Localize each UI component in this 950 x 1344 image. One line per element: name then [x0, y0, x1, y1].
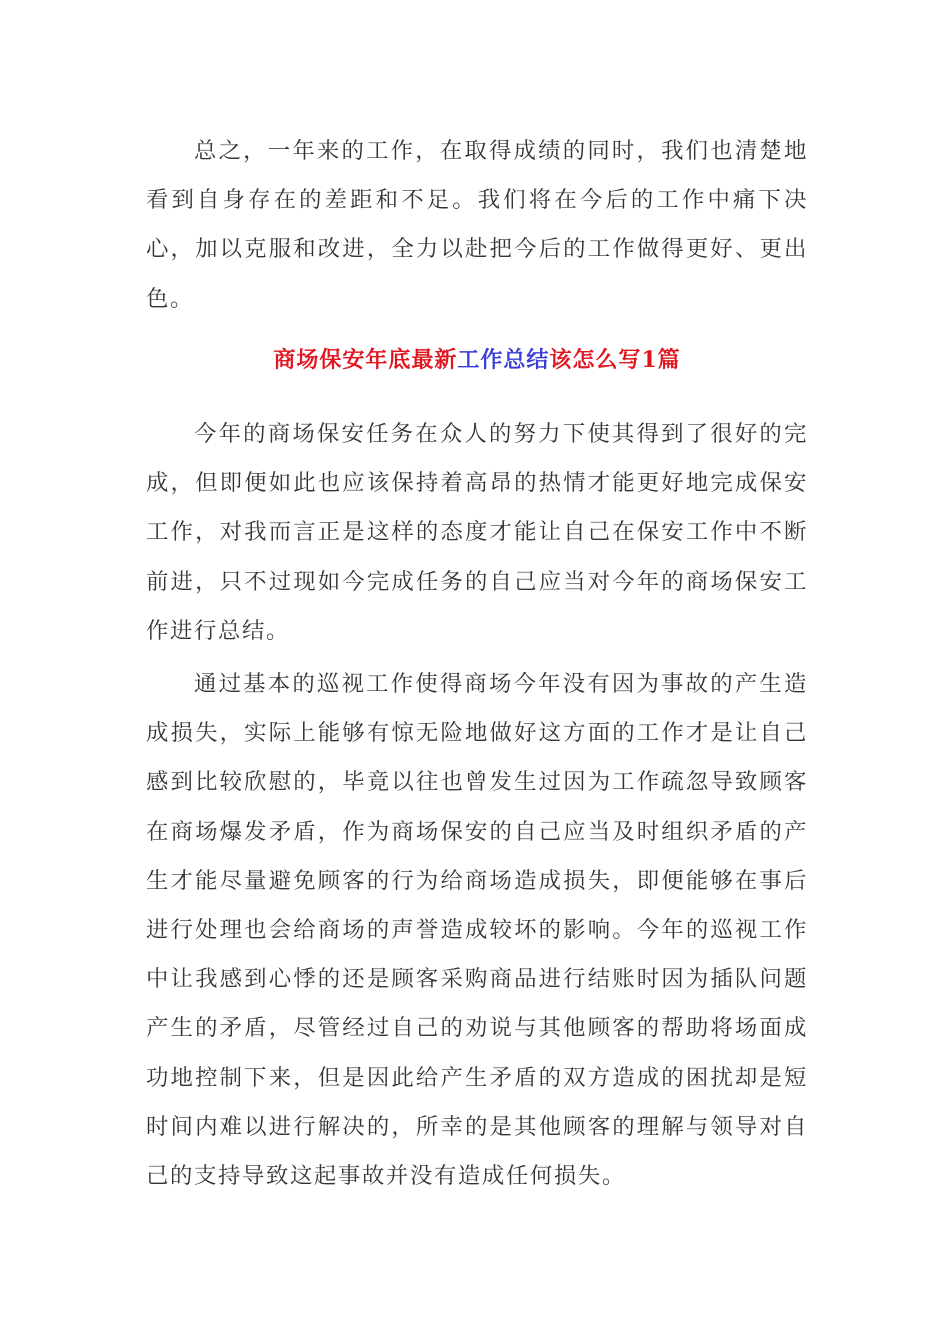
patrol-paragraph: 通过基本的巡视工作使得商场今年没有因为事故的产生造成损失，实际上能够有惊无险地做好这方面的工作才是让自己感到比较欣慰的，毕竟以往也曾发生过因为工作疏忽导致顾客在商场爆发矛盾，作为商场保安的自己应当及时组织矛盾的产生才能尽量避免顾客的行为给商场造成损失，即便能够在事后进行处理也会给商场的声誉造成较坏的影响。今年的巡视工作中让我感到心悸的还是顾客采购商品进行结账时因为插队问题产生的矛盾，尽管经过自己的劝说与其他顾客的帮助将场面成功地控制下来，但是因此给产生矛盾的双方造成的困扰却是短时间内难以进行解决的，所幸的是其他顾客的理解与领导对自己的支持导致这起事故并没有造成任何损失。	[146, 671, 808, 1190]
intro-paragraph: 今年的商场保安任务在众人的努力下使其得到了很好的完成，但即便如此也应该保持着高昂的热情才能更好地完成保安工作，对我而言正是这样的态度才能让自己在保安工作中不断前进，只不过现如今完成任务的自己应当对今年的商场保安工作进行总结。	[146, 421, 808, 644]
section-title-part-4: 1篇	[641, 347, 681, 373]
section-title-part-2: 工作总结	[457, 347, 550, 373]
section-title-part-1: 商场保安年底最新	[273, 347, 458, 373]
section-title	[146, 335, 808, 385]
closing-paragraph: 总之，一年来的工作，在取得成绩的同时，我们也清楚地看到自身存在的差距和不足。我们将在今后的工作中痛下决心，加以克服和改进，全力以赴把今后的工作做得更好、更出色。	[146, 138, 808, 312]
section-title-part-3: 该怎么写	[549, 347, 642, 373]
